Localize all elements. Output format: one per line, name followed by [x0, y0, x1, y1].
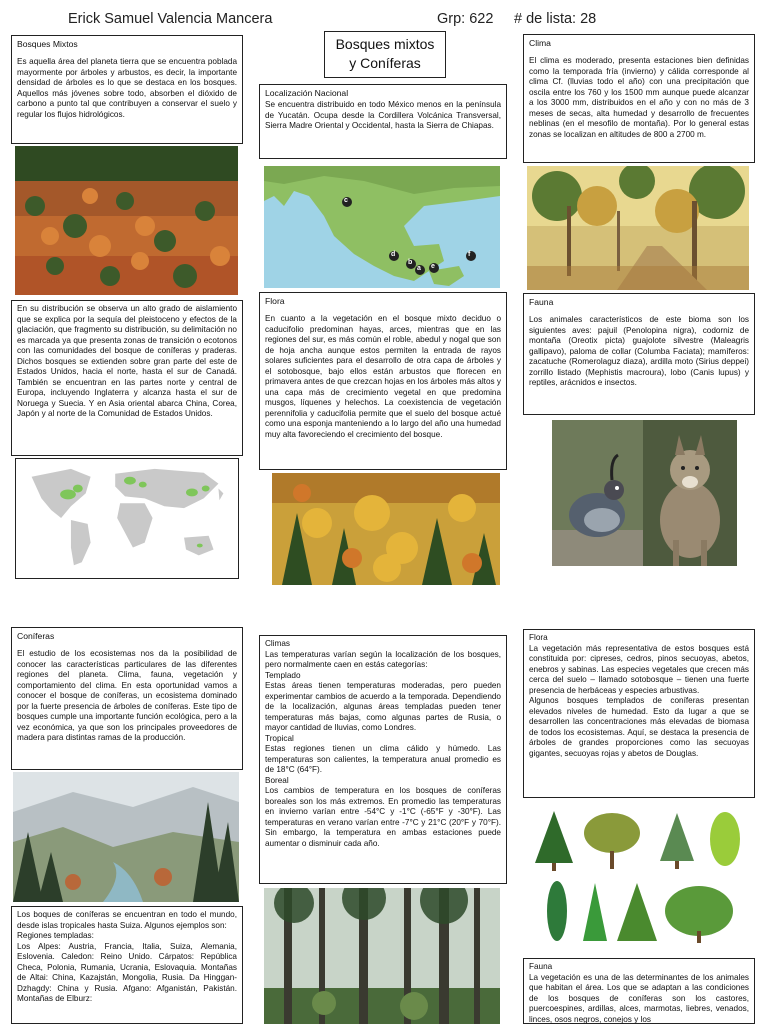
group-number: Grp: 622 [437, 11, 494, 27]
clima-heading: Clima [529, 38, 551, 48]
coniferas-text: El estudio de los ecosistemas nos da la posibilidad de conocer las características particulares de las diferentes regiones del planeta. Clima, fauna, vegetación y comportamiento del clima. En esta oportunidad vamos a conocer el bosque de coníferas, un ecosistema dominado por la fuerte presencia de árboles de coníferas. Este tipo de bosques cumple una importante función ecológica, pero a la vez económica, ya que son los principales proveedores de madera para distintas ramas de la producción. [17, 649, 237, 742]
conifer-trees-illustration [527, 801, 749, 946]
map-label-a: a [417, 265, 421, 272]
climas-heading: Climas [265, 639, 291, 648]
fauna-mixtos-heading: Fauna [529, 297, 554, 307]
map-label-b: b [408, 259, 413, 266]
forest-road-image [527, 166, 749, 290]
climas-tropical-text: Estas regiones tienen un clima cálido y húmedo. Las temperaturas son calientes, la temperatura anual promedio es de 18°C (64°F). [265, 744, 501, 774]
localizacion-box [259, 84, 507, 159]
climas-boreal-heading: Boreal [265, 775, 289, 785]
world-map-frame [15, 458, 239, 579]
flora-mixtos-text: En cuanto a la vegetación en el bosque mixto deciduo o caducifolio predominan hayas, arces, mientras que en las regiones del sur, es más común el roble, abedul y nogal que son de hoja ancha aunque estos permiten la entrada de rayos solares suficientes para el desarrollo de otra capa de árboles y el sotobosque, bajo ellos están arbustos que florecen en primavera antes de que crezcan hojas en los árboles más altos y una capa más de crecimiento vegetal en que predomina musgos, líquenes y helechos. La coexistencia de vegetación perennifolia y caducifolia permite que el suelo del bosque actué como una esponja manteniendo a lo largo del año una humedad muy alta favoreciendo el crecimiento del bosque. [265, 314, 501, 439]
fauna-coniferas-heading: Fauna [529, 962, 553, 971]
boques-box [11, 906, 243, 1024]
localizacion-heading: Localización Nacional [265, 88, 349, 98]
flora-mixtos-heading: Flora [265, 296, 285, 306]
wolf-image [643, 420, 737, 566]
coniferas-box [11, 627, 243, 770]
bosques-mixtos-heading: Bosques Mixtos [17, 39, 78, 49]
clima-box [523, 34, 755, 163]
bosques-mixtos-box [11, 35, 243, 144]
world-map [16, 459, 238, 578]
climas-box [259, 635, 507, 884]
flora-coniferas-box [523, 629, 755, 798]
fauna-coniferas-box [523, 958, 755, 1024]
localizacion-text: Se encuentra distribuido en todo México menos en la península de Yucatán. Ocupa desde la Cordillera Volcánica Transversal, Sierra Madre Oriental y Occidental, hasta la Sierra de Chiapas. [265, 100, 501, 130]
autumn-forest-image [15, 146, 238, 295]
fauna-coniferas-text: La vegetación es una de las determinantes de los animales que habitan el área. Los que se adaptan a las condiciones de los bosques de coníferas son los castores, puercoespines, ardillas, alces, marmotas, liebres, venados, linces, osos negros, conejos y los [529, 972, 749, 1024]
flora-coniferas-text-1: La vegetación más representativa de estos bosques está constituida por: cipreses, cedros, pinos secuoyas, abetos, enebros y sabinas. Las especies vegetales que crecen más cerca del suelo – llamado sotobosque – tienen una fuerte presencia de herbáceas y especies arbustivas. [529, 643, 749, 695]
mexico-map-image [264, 166, 500, 288]
climas-tropical-heading: Tropical [265, 733, 294, 743]
yellow-forest-image [272, 473, 500, 585]
flora-mixtos-box [259, 292, 507, 470]
clima-text: El clima es moderado, presenta estaciones bien definidas como la temporada fría (invierno) y cálida corresponde al clima Cf. (lluvias todo el año) con una precipitación que oscila entre los 760 y los 1500 mm aunque puede alcanzar a los 3000 mm, distribuidos en el año y con no más de 3 meses de secas, alta humedad y desarrollo de frecuentes neblinas (en el mesofilo de montaña). Por lo general estas zonas se localizan en altitudes de 800 a 2700 m. [529, 56, 749, 139]
flora-coniferas-heading: Flora [529, 633, 548, 642]
map-label-f: f [468, 251, 471, 258]
fauna-mixtos-box [523, 293, 755, 415]
map-label-e: e [431, 263, 435, 270]
boques-text: Los boques de coníferas se encuentran en todo el mundo, desde islas tropicales hasta Suiza. Algunos ejemplos son: [17, 910, 237, 930]
distribucion-box [11, 300, 243, 456]
distribucion-text: En su distribución se observa un alto grado de aislamiento que se explica por la sequía del pleistoceno y efectos de la glaciación, que fragmento su distribución, su delimitación no es marcada ya que presenta zonas de transición o ecotonos con las comunidades del bosque de coníferas y praderas. Dichos bosques se extienden sobre gran parte del este de Estados Unidos, hacia el norte, hasta el sur de Canadá. También se encuentran en las partes norte y central de Europa, incluyendo Inglaterra y alcanza hasta el sur de Noruega y Suecia. Y en Asia oriental abarca China, Corea, Japón y al norte de la Comunidad de Estados Unidos. [17, 304, 237, 418]
tall-forest-image [264, 888, 500, 1024]
author-name: Erick Samuel Valencia Mancera [68, 11, 273, 27]
climas-templado-text: Estas áreas tienen temperaturas moderadas, pero pueden experimentar cambios de acuerdo a la temporada. Dependiendo de la localización, algunas áreas templadas pueden tener temperaturas más bajas, como algunas partes de Rusia, o mayor cantidad de lluvias, como Londres. [265, 681, 501, 732]
page-title [324, 31, 446, 78]
map-label-c: c [344, 197, 348, 204]
boques-sub: Regiones templadas: [17, 931, 94, 940]
river-valley-image [13, 772, 239, 902]
quail-image [552, 420, 643, 566]
map-label-d: d [391, 251, 396, 258]
title-line-1: Bosques mixtos [335, 36, 435, 52]
boques-list: Los Alpes: Austria, Francia, Italia, Suiza, Alemania, Eslovenia. Caledon: Reino Unido. Cárpatos: República Checa, Polonia, Rumania, Ucrania, Eslovaquia. Montañas de Altai: China, Kazajstán, Mongolia, Rusia. Da Hinggan-Dzhagdy: China y Rusia. Afgano: Afganistán, Pakistán. Montañas de Elburz: [17, 941, 237, 1003]
climas-boreal-text: Los cambios de temperatura en los bosques de coníferas boreales son los más extremos. En promedio las temperaturas en invierno varían entre -54°C y -1°C (-65°F y -30°F). Las temperaturas en verano varían entre -7°C y 21°C (20°F y 70°F). Sin embargo, la temperatura en ambas estaciones puede aumentar o disminuir cada año. [265, 786, 501, 848]
climas-intro: Las temperaturas varían según la localización de los bosques, pero normalmente caen en estás categorías: [265, 649, 501, 669]
title-line-2: y Coníferas [349, 54, 421, 71]
bosques-mixtos-text: Es aquella área del planeta tierra que se encuentra poblada mayormente por árboles y arbustos, es decir, la importante densidad de árboles es lo que se destaca en los bosques. Aquellos más jóvenes sobre todo, absorben el dióxido de carbono a punto tal que contribuyen a conservar el suelo y regular los flujos hidrológicos. [17, 57, 237, 119]
climas-templado-heading: Templado [265, 670, 301, 680]
flora-coniferas-text-2: Algunos bosques templados de coníferas presentan elevados niveles de humedad. Esto da lugar a que se desarrollen las concentraciones más elevadas de biomasa de todos los ecosistemas. Aquí, se destaca la presencia de árboles de grandes proporciones como las secuoyas gigantes, secuoyas rojas y abetos de Douglas. [529, 696, 749, 758]
list-number: # de lista: 28 [514, 11, 597, 27]
coniferas-heading: Coníferas [17, 631, 55, 641]
fauna-mixtos-text: Los animales característicos de este bioma son los siguientes aves: pajuil (Penolopina nigra), codorniz de montaña (Oreotix picta) guajolote silvestre (Maleagris gallipavo), paloma de collar (Columba Faciata); mamíferos: zacatuche (Romerolaguz diaza), ardilla moto (Sirius deppei) zorrillo listado (Mephistis macroura), lobo (Canis lupus) y reptiles, arácnidos e insectos. [529, 315, 749, 387]
